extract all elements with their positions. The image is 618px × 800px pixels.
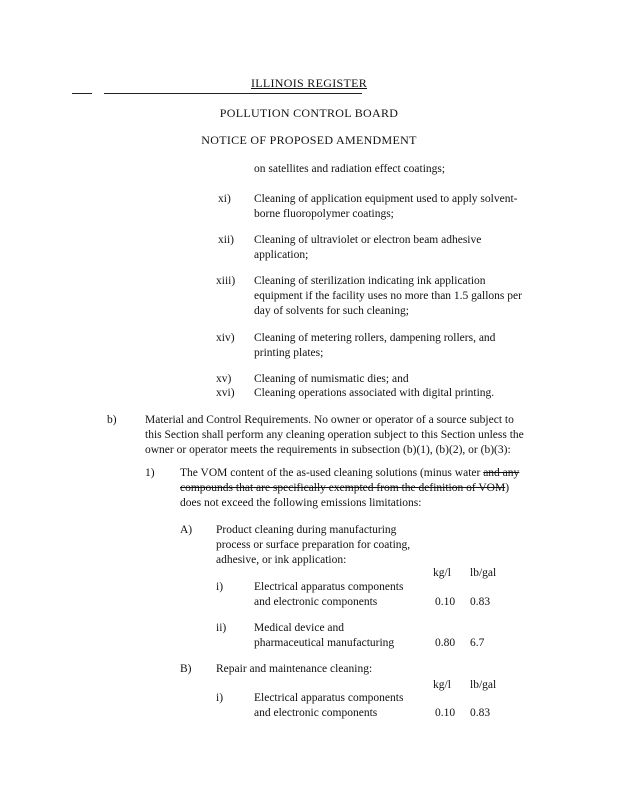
unit-header-lb: lb/gal xyxy=(470,567,497,579)
section-marker: b) xyxy=(107,414,117,426)
unit-header-lb: lb/gal xyxy=(470,679,497,691)
table-row-label: Electrical apparatus components and electronic components xyxy=(254,692,404,719)
header-rule-main xyxy=(104,93,362,94)
value-lb: 6.7 xyxy=(470,637,485,649)
list-item: Cleaning operations associated with digital printing. xyxy=(254,387,495,399)
row-marker: i) xyxy=(216,581,224,593)
item-marker: A) xyxy=(180,524,193,536)
table-row-label: Electrical apparatus components and electronic components xyxy=(254,581,404,608)
notice-title: NOTICE OF PROPOSED AMENDMENT xyxy=(201,133,417,147)
item-marker: 1) xyxy=(145,467,155,479)
table-row-label: Medical device and pharmaceutical manufacturing xyxy=(254,622,395,649)
item-B-text: Repair and maintenance cleaning: xyxy=(216,663,373,675)
value-lb: 0.83 xyxy=(470,596,491,608)
header-rule-left xyxy=(72,93,92,94)
board-title: POLLUTION CONTROL BOARD xyxy=(219,106,399,120)
list-marker: xiii) xyxy=(216,275,236,287)
row-marker: i) xyxy=(216,692,224,704)
list-marker: xiv) xyxy=(216,332,235,344)
struck-text: and any xyxy=(483,467,520,479)
item-A-text: Product cleaning during manufacturing process or surface preparation for coating, adhesive, or ink application: xyxy=(216,524,411,566)
item-marker: B) xyxy=(180,663,192,675)
list-marker: xvi) xyxy=(216,387,235,399)
list-marker: xi) xyxy=(218,193,231,205)
item-1-text: The VOM content of the as-used cleaning solutions (minus water and any compounds that are specifically exempted from the definition of VOM) does not exceed the following emissions limitations: xyxy=(180,467,520,509)
unit-header-kg: kg/l xyxy=(433,679,451,691)
list-item: Cleaning of metering rollers, dampening rollers, and printing plates; xyxy=(254,332,496,359)
list-item: Cleaning of ultraviolet or electron beam adhesive application; xyxy=(254,234,482,261)
unit-header-kg: kg/l xyxy=(433,567,451,579)
struck-text: compounds that are specifically exempted from the definition of VOM xyxy=(180,482,506,494)
list-item: Cleaning of application equipment used to apply solvent- borne fluoropolymer coatings; xyxy=(254,193,518,220)
list-marker: xv) xyxy=(216,373,232,385)
list-item: Cleaning of sterilization indicating ink application equipment if the facility uses no more than 1.5 gallons per day of solvents for such cleaning; xyxy=(254,275,522,317)
value-kg: 0.80 xyxy=(435,637,456,649)
value-lb: 0.83 xyxy=(470,707,491,719)
list-item: Cleaning of numismatic dies; and xyxy=(254,373,409,385)
row-marker: ii) xyxy=(216,622,227,634)
register-title: ILLINOIS REGISTER xyxy=(250,76,368,90)
value-kg: 0.10 xyxy=(435,596,456,608)
list-item: on satellites and radiation effect coatings; xyxy=(254,163,446,175)
section-b-text: Material and Control Requirements. No owner or operator of a source subject to this Section shall perform any cleaning operation subject to this Section unless the owner or operator meets the requirements in subsection (b)(1), (b)(2), or (b)(3): xyxy=(145,414,524,456)
list-marker: xii) xyxy=(218,234,234,246)
value-kg: 0.10 xyxy=(435,707,456,719)
